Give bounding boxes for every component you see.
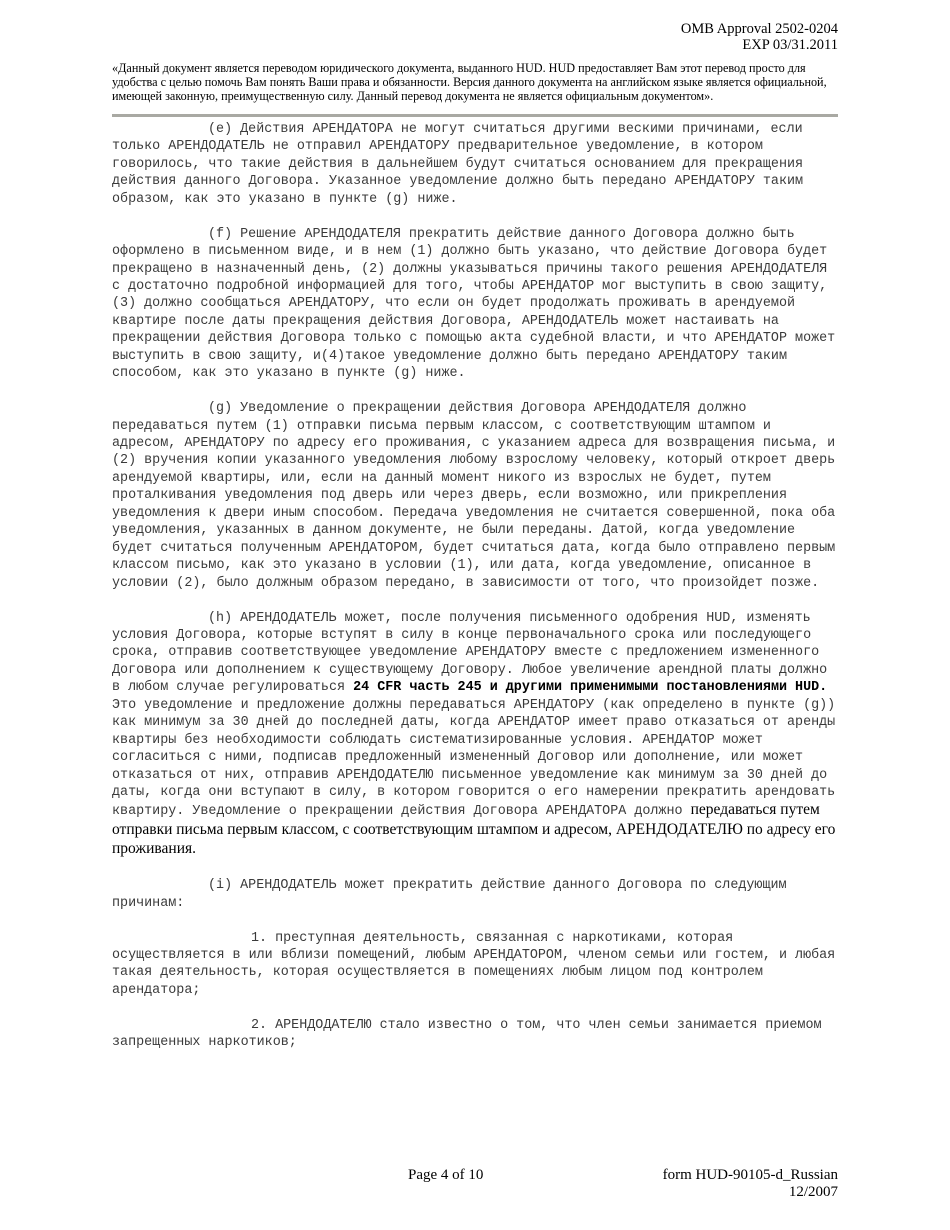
paragraph-g: (g) Уведомление о прекращении действия Договора АРЕНДОДАТЕЛЯ должно передаваться путем (1) отправки письма первым классом, с соответствующим штампом и адресом, АРЕНДАТОРУ по адресу его проживания, с указанием адреса для возвращения письма, и (2) вручения копии указанного уведомления любому взрослому человеку, который откроет дверь арендуемой квартиры, или, если на данный момент никого из взрослых не будет, путем проталкивания уведомления под дверь или через дверь, если возможно, или прикрепления уведомления к двери иным способом. Передача уведомления не считается совершенной, пока оба уведомления, указанных в данном документе, не были переданы. Датой, когда уведомление будет считаться полученным АРЕНДАТОРОМ, будет считаться дата, когда было отправлено первым классом письмо, как это указано в условии (1), или дата, когда уведомление, описанное в условии (2), было должным образом передано, в зависимости от того, что произойдет позже. bbox=[112, 401, 836, 591]
paragraph-i-item-2: 2. АРЕНДОДАТЕЛЮ стало известно о том, что член семьи занимается приемом запрещенных наркотиков; bbox=[112, 1017, 822, 1051]
omb-number: OMB Approval 2502-0204 bbox=[680, 21, 838, 37]
form-name: form HUD-90105-d_Russian bbox=[662, 1167, 838, 1183]
omb-approval-block bbox=[681, 21, 838, 53]
paragraph-h-cfr-reference: 24 CFR часть 245 и другими применимыми постановлениями HUD. bbox=[353, 680, 828, 696]
paragraph-h bbox=[112, 610, 842, 860]
paragraph-f: (f) Решение АРЕНДОДАТЕЛЯ прекратить действие данного Договора должно быть оформлено в письменном виде, и в нем (1) должно быть указано, что действие Договора будет прекращено в назначенный день, (2) должны указываться причины такого решения АРЕНДОДАТЕЛЯ с достаточно подробной информацией для того, чтобы АРЕНДАТОР мог выступить в свою защиту, (3) должно сообщаться АРЕНДАТОРУ, что если он будет продолжать проживать в арендуемой квартире после даты прекращения действия Договора, АРЕНДОДАТЕЛЬ может настаивать на прекращении действия Договора только с помощью акта судебной власти, и что АРЕНДАТОР может выступить в свою защиту, и(4)такое уведомление должно быть передано АРЕНДАТОРУ таким способом, как это указано в пункте (g) ниже. bbox=[112, 226, 836, 382]
paragraph-h-text-1: (h) АРЕНДОДАТЕЛЬ может, после получения письменного одобрения HUD, изменять условия Договора, которые вступят в силу в конце первоначального срока или последующего срока, отправив соответствующее уведомление АРЕНДАТОРУ вместе с предложением измененного Договора или дополнением к существующему Договору. Любое увеличение арендной платы должно в любом случае регулироваться bbox=[112, 610, 828, 696]
paragraph-h-text-2: Это уведомление и предложение должны передаваться АРЕНДАТОРУ (как определено в пункте (g)) как минимум за 30 дней до последней даты, когда АРЕНДАТОР имеет право отказаться от аренды квартиры без необходимости соблюдать систематизированные условия. АРЕНДАТОР может согласиться с ними, подписав предложенный измененный Договор или дополнение, или может отказаться от них, отправив АРЕНДОДАТЕЛЮ письменное уведомление как минимум за 30 дней до даты, когда они вступают в силу, в котором говорится о его намерении прекратить арендовать квартиру. Уведомление о прекращении действия Договора АРЕНДАТОРА должно bbox=[112, 697, 836, 820]
header-divider bbox=[112, 114, 838, 117]
paragraph-e: (e) Действия АРЕНДАТОРА не могут считаться другими вескими причинами, если только АРЕНДОДАТЕЛЬ не отправил АРЕНДАТОРУ предварительное уведомление, в котором говорилось, что такие действия в дальнейшем будут считаться основанием для прекращения действия данного Договора. Указанное уведомление должно быть передано АРЕНДАТОРУ таким образом, как это указано в пункте (g) ниже. bbox=[112, 122, 804, 207]
paragraph-h-text-3: передаваться путем отправки письма первым классом, с соответствующим штампом и адресом, АРЕНДОДАТЕЛЮ по адресу его проживания. bbox=[112, 801, 836, 858]
paragraph-i: (i) АРЕНДОДАТЕЛЬ может прекратить действие данного Договора по следующим причинам: bbox=[112, 878, 787, 911]
form-date: 12/2007 bbox=[788, 1184, 838, 1200]
form-identifier bbox=[663, 1167, 838, 1201]
omb-expiration: EXP 03/31.2011 bbox=[742, 37, 838, 53]
page-number: Page 4 of 10 bbox=[408, 1167, 484, 1183]
paragraph-i-item-1: 1. преступная деятельность, связанная с наркотиками, которая осуществляется в или вблизи помещений, любым АРЕНДАТОРОМ, членом семьи или гостем, и любая такая деятельность, которая осуществляется в помещениях любым лицом под контролем арендатора; bbox=[112, 930, 836, 998]
document-body bbox=[112, 121, 842, 1052]
translation-disclaimer: «Данный документ является переводом юридического документа, выданного HUD. HUD предоставляет Вам этот перевод просто для удобства с целью помочь Вам понять Ваши права и обязанности. Версия данного документа на английском языке является официальной, имеющей законную, преимущественную силу. Данный перевод документа не является официальным документом». bbox=[112, 61, 827, 103]
